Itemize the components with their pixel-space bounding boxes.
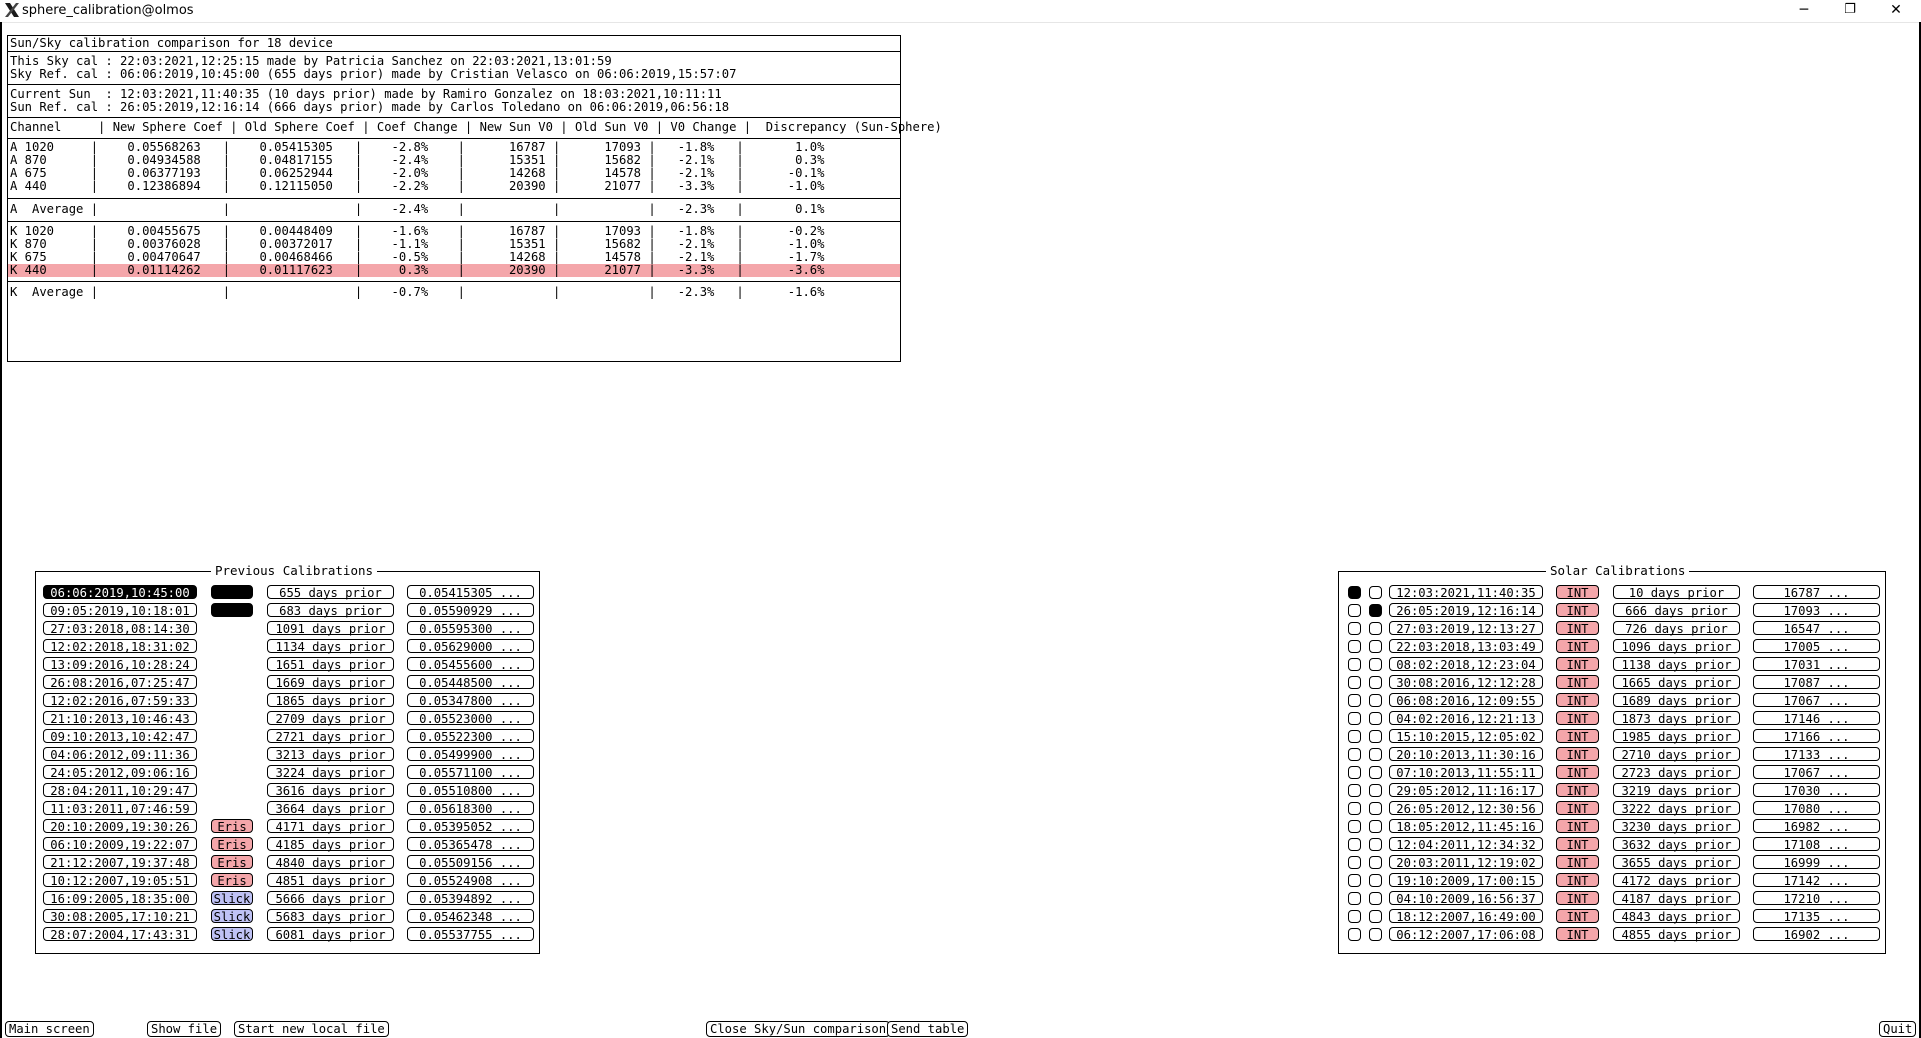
previous-calibration-date-button[interactable]: 24:05:2012,09:06:16: [43, 765, 197, 779]
days-prior-button[interactable]: 4172 days prior: [1613, 873, 1740, 887]
current-sun-radio[interactable]: [1348, 856, 1361, 869]
days-prior-button[interactable]: 4840 days prior: [267, 855, 394, 869]
days-prior-button[interactable]: 3222 days prior: [1613, 801, 1740, 815]
current-sun-radio[interactable]: [1348, 928, 1361, 941]
sphere-coef-button[interactable]: 0.05394892 ...: [407, 891, 534, 905]
reference-sun-radio[interactable]: [1369, 604, 1382, 617]
previous-calibration-date-button[interactable]: 06:10:2009,19:22:07: [43, 837, 197, 851]
table-row: A 440 | 0.12386894 | 0.12115050 | -2.2% | 20390 | 21077 | -3.3% | -1.0%: [10, 179, 825, 193]
previous-calibration-date-button[interactable]: 21:12:2007,19:37:48: [43, 855, 197, 869]
int-tag-badge[interactable]: INT: [1556, 621, 1599, 635]
days-prior-button[interactable]: 3655 days prior: [1613, 855, 1740, 869]
sun-v0-button[interactable]: 16902 ...: [1753, 927, 1880, 941]
table-row: A 675 | 0.06377193 | 0.06252944 | -2.0% | 14268 | 14578 | -2.1% | -0.1%: [10, 166, 825, 180]
k-average-section: [8, 282, 900, 299]
days-prior-button[interactable]: 1096 days prior: [1613, 639, 1740, 653]
sphere-coef-button[interactable]: 0.05499900 ...: [407, 747, 534, 761]
reference-sun-radio[interactable]: [1369, 694, 1382, 707]
table-row: K 1020 | 0.00455675 | 0.00448409 | -1.6% | 16787 | 17093 | -1.8% | -0.2%: [10, 224, 825, 238]
restore-button[interactable]: ❐: [1844, 2, 1856, 17]
days-prior-button[interactable]: 683 days prior: [267, 603, 394, 617]
solar-calibration-date-button[interactable]: 06:12:2007,17:06:08: [1389, 927, 1543, 941]
days-prior-button[interactable]: 4171 days prior: [267, 819, 394, 833]
solar-calibrations-title: Solar Calibrations: [1546, 563, 1689, 578]
solar-calibration-date-button[interactable]: 08:02:2018,12:23:04: [1389, 657, 1543, 671]
highlighted-table-row: K 440 | 0.01114262 | 0.01117623 | 0.3% | 20390 | 21077 | -3.3% | -3.6%: [8, 264, 900, 277]
current-sun-radio[interactable]: [1348, 712, 1361, 725]
current-sun-radio[interactable]: [1348, 802, 1361, 815]
minimize-button[interactable]: ─: [1799, 2, 1809, 18]
window-titlebar: [0, 0, 1921, 23]
solar-calibration-date-button[interactable]: 26:05:2012,12:30:56: [1389, 801, 1543, 815]
previous-calibration-date-button[interactable]: 11:03:2011,07:46:59: [43, 801, 197, 815]
show-file-button[interactable]: Show file: [147, 1021, 221, 1037]
int-tag-badge[interactable]: INT: [1556, 837, 1599, 851]
days-prior-button[interactable]: 726 days prior: [1613, 621, 1740, 635]
reference-sun-radio[interactable]: [1369, 748, 1382, 761]
k-rows-section: [8, 222, 900, 282]
days-prior-button[interactable]: 3632 days prior: [1613, 837, 1740, 851]
current-sun-radio[interactable]: [1348, 820, 1361, 833]
sphere-coef-button[interactable]: 0.05415305 ...: [407, 585, 534, 599]
table-row: A 870 | 0.04934588 | 0.04817155 | -2.4% | 15351 | 15682 | -2.1% | 0.3%: [10, 153, 825, 167]
current-sun-radio[interactable]: [1348, 676, 1361, 689]
int-tag-badge[interactable]: INT: [1556, 873, 1599, 887]
solar-calibration-date-button[interactable]: 06:08:2016,12:09:55: [1389, 693, 1543, 707]
days-prior-button[interactable]: 4855 days prior: [1613, 927, 1740, 941]
reference-sun-radio[interactable]: [1369, 820, 1382, 833]
int-tag-badge[interactable]: INT: [1556, 891, 1599, 905]
previous-calibration-date-button[interactable]: 09:10:2013,10:42:47: [43, 729, 197, 743]
previous-calibration-date-button[interactable]: 28:07:2004,17:43:31: [43, 927, 197, 941]
calibration-tag-badge[interactable]: [211, 585, 253, 599]
days-prior-button[interactable]: 3219 days prior: [1613, 783, 1740, 797]
days-prior-button[interactable]: 4187 days prior: [1613, 891, 1740, 905]
sun-v0-button[interactable]: 17087 ...: [1753, 675, 1880, 689]
days-prior-button[interactable]: 1665 days prior: [1613, 675, 1740, 689]
sun-v0-button[interactable]: 17030 ...: [1753, 783, 1880, 797]
comparison-header-section: [8, 36, 900, 52]
current-sun-radio[interactable]: [1348, 586, 1361, 599]
a-average-row: A Average | | | -2.4% | | | -2.3% | 0.1%: [10, 202, 825, 216]
days-prior-button[interactable]: 2723 days prior: [1613, 765, 1740, 779]
reference-sun-radio[interactable]: [1369, 910, 1382, 923]
calibration-tag-badge[interactable]: Eris: [211, 819, 253, 833]
solar-calibration-date-button[interactable]: 20:10:2013,11:30:16: [1389, 747, 1543, 761]
sun-v0-button[interactable]: 17031 ...: [1753, 657, 1880, 671]
reference-sun-radio[interactable]: [1369, 640, 1382, 653]
int-tag-badge[interactable]: INT: [1556, 783, 1599, 797]
sun-v0-button[interactable]: 16547 ...: [1753, 621, 1880, 635]
solar-calibration-date-button[interactable]: 12:04:2011,12:34:32: [1389, 837, 1543, 851]
current-sun-radio[interactable]: [1348, 730, 1361, 743]
solar-calibration-date-button[interactable]: 20:03:2011,12:19:02: [1389, 855, 1543, 869]
current-sun-radio[interactable]: [1348, 838, 1361, 851]
comparison-panel: [7, 35, 942, 362]
days-prior-button[interactable]: 1134 days prior: [267, 639, 394, 653]
start-new-local-file-button[interactable]: Start new local file: [234, 1021, 389, 1037]
solar-calibration-date-button[interactable]: 26:05:2019,12:16:14: [1389, 603, 1543, 617]
reference-sun-radio[interactable]: [1369, 892, 1382, 905]
sky-cal-line: This Sky cal : 22:03:2021,12:25:15 made by Patricia Sanchez on 22:03:2021,13:01:59: [10, 54, 612, 68]
previous-calibration-date-button[interactable]: 16:09:2005,18:35:00: [43, 891, 197, 905]
days-prior-button[interactable]: 1689 days prior: [1613, 693, 1740, 707]
solar-calibration-date-button[interactable]: 18:12:2007,16:49:00: [1389, 909, 1543, 923]
days-prior-button[interactable]: 3213 days prior: [267, 747, 394, 761]
days-prior-button[interactable]: 666 days prior: [1613, 603, 1740, 617]
previous-calibration-date-button[interactable]: 12:02:2016,07:59:33: [43, 693, 197, 707]
sphere-coef-button[interactable]: 0.05618300 ...: [407, 801, 534, 815]
int-tag-badge[interactable]: INT: [1556, 927, 1599, 941]
sphere-coef-button[interactable]: 0.05595300 ...: [407, 621, 534, 635]
current-sun-radio[interactable]: [1348, 874, 1361, 887]
days-prior-button[interactable]: 3224 days prior: [267, 765, 394, 779]
sun-cal-section: [8, 85, 900, 118]
previous-calibration-date-button[interactable]: 30:08:2005,17:10:21: [43, 909, 197, 923]
int-tag-badge[interactable]: INT: [1556, 711, 1599, 725]
table-row: A 1020 | 0.05568263 | 0.05415305 | -2.8% | 16787 | 17093 | -1.8% | 1.0%: [10, 140, 825, 154]
reference-sun-radio[interactable]: [1369, 766, 1382, 779]
int-tag-badge[interactable]: INT: [1556, 585, 1599, 599]
current-sun-radio[interactable]: [1348, 748, 1361, 761]
current-sun-radio[interactable]: [1348, 766, 1361, 779]
reference-sun-radio[interactable]: [1369, 712, 1382, 725]
sun-v0-button[interactable]: 16787 ...: [1753, 585, 1880, 599]
calibration-tag-badge[interactable]: Eris: [211, 837, 253, 851]
int-tag-badge[interactable]: INT: [1556, 855, 1599, 869]
previous-calibrations-title: Previous Calibrations: [211, 563, 377, 578]
previous-calibration-date-button[interactable]: 06:06:2019,10:45:00: [43, 585, 197, 599]
days-prior-button[interactable]: 2710 days prior: [1613, 747, 1740, 761]
previous-calibration-date-button[interactable]: 26:08:2016,07:25:47: [43, 675, 197, 689]
previous-calibration-date-button[interactable]: 04:06:2012,09:11:36: [43, 747, 197, 761]
calibration-tag-badge[interactable]: Eris: [211, 855, 253, 869]
days-prior-button[interactable]: 2709 days prior: [267, 711, 394, 725]
sphere-coef-button[interactable]: 0.05629000 ...: [407, 639, 534, 653]
sun-v0-button[interactable]: 17067 ...: [1753, 765, 1880, 779]
sun-v0-button[interactable]: 16999 ...: [1753, 855, 1880, 869]
int-tag-badge[interactable]: INT: [1556, 747, 1599, 761]
table-header-section: [8, 118, 942, 139]
calibration-tag-badge[interactable]: Eris: [211, 873, 253, 887]
reference-sun-radio[interactable]: [1369, 856, 1382, 869]
previous-calibration-date-button[interactable]: 10:12:2007,19:05:51: [43, 873, 197, 887]
solar-calibration-date-button[interactable]: 15:10:2015,12:05:02: [1389, 729, 1543, 743]
int-tag-badge[interactable]: INT: [1556, 657, 1599, 671]
solar-calibration-date-button[interactable]: 22:03:2018,13:03:49: [1389, 639, 1543, 653]
current-sun-radio[interactable]: [1348, 784, 1361, 797]
days-prior-button[interactable]: 3616 days prior: [267, 783, 394, 797]
int-tag-badge[interactable]: INT: [1556, 729, 1599, 743]
solar-calibrations-panel: [1338, 563, 1886, 954]
reference-sun-radio[interactable]: [1369, 802, 1382, 815]
send-table-button[interactable]: Send table: [887, 1021, 968, 1037]
int-tag-badge[interactable]: INT: [1556, 675, 1599, 689]
sun-ref-line: Sun Ref. cal : 26:05:2019,12:16:14 (666 days prior) made by Carlos Toledano on 06:06:2019,06:56:18: [10, 100, 730, 114]
sphere-coef-button[interactable]: 0.05510800 ...: [407, 783, 534, 797]
previous-calibration-date-button[interactable]: 13:09:2016,10:28:24: [43, 657, 197, 671]
int-tag-badge[interactable]: INT: [1556, 765, 1599, 779]
solar-calibration-date-button[interactable]: 30:08:2016,12:12:28: [1389, 675, 1543, 689]
sun-v0-button[interactable]: 17142 ...: [1753, 873, 1880, 887]
sky-ref-line: Sky Ref. cal : 06:06:2019,10:45:00 (655 days prior) made by Cristian Velasco on 06:06:2019,15:57:07: [10, 67, 737, 81]
reference-sun-radio[interactable]: [1369, 730, 1382, 743]
sphere-coef-button[interactable]: 0.05462348 ...: [407, 909, 534, 923]
main-screen-button[interactable]: Main screen: [5, 1021, 94, 1037]
a-average-section: [8, 199, 900, 222]
previous-calibration-date-button[interactable]: 27:03:2018,08:14:30: [43, 621, 197, 635]
days-prior-button[interactable]: 4843 days prior: [1613, 909, 1740, 923]
table-row: K 675 | 0.00470647 | 0.00468466 | -0.5% | 14268 | 14578 | -2.1% | -1.7%: [10, 250, 825, 264]
reference-sun-radio[interactable]: [1369, 676, 1382, 689]
reference-sun-radio[interactable]: [1369, 928, 1382, 941]
solar-calibration-date-button[interactable]: 19:10:2009,17:00:15: [1389, 873, 1543, 887]
sky-cal-section: [8, 52, 900, 85]
current-sun-radio[interactable]: [1348, 658, 1361, 671]
days-prior-button[interactable]: 1873 days prior: [1613, 711, 1740, 725]
days-prior-button[interactable]: 1091 days prior: [267, 621, 394, 635]
sphere-coef-button[interactable]: 0.05448500 ...: [407, 675, 534, 689]
sun-v0-button[interactable]: 17093 ...: [1753, 603, 1880, 617]
sun-v0-button[interactable]: 17135 ...: [1753, 909, 1880, 923]
sphere-coef-button[interactable]: 0.05523000 ...: [407, 711, 534, 725]
previous-calibration-date-button[interactable]: 21:10:2013,10:46:43: [43, 711, 197, 725]
sun-v0-button[interactable]: 17146 ...: [1753, 711, 1880, 725]
current-sun-radio[interactable]: [1348, 640, 1361, 653]
days-prior-button[interactable]: 1669 days prior: [267, 675, 394, 689]
calibration-tag-badge[interactable]: Slick: [211, 891, 253, 905]
previous-calibration-date-button[interactable]: 12:02:2018,18:31:02: [43, 639, 197, 653]
days-prior-button[interactable]: 2721 days prior: [267, 729, 394, 743]
days-prior-button[interactable]: 1865 days prior: [267, 693, 394, 707]
k-average-row: K Average | | | -0.7% | | | -2.3% | -1.6%: [10, 285, 825, 299]
close-comparison-button[interactable]: Close Sky/Sun comparison: [706, 1021, 890, 1037]
sphere-coef-button[interactable]: 0.05571100 ...: [407, 765, 534, 779]
quit-button[interactable]: Quit: [1879, 1021, 1916, 1037]
int-tag-badge[interactable]: INT: [1556, 693, 1599, 707]
sun-v0-button[interactable]: 16982 ...: [1753, 819, 1880, 833]
days-prior-button[interactable]: 1985 days prior: [1613, 729, 1740, 743]
days-prior-button[interactable]: 4185 days prior: [267, 837, 394, 851]
days-prior-button[interactable]: 3230 days prior: [1613, 819, 1740, 833]
x-logo-icon: [4, 2, 20, 18]
reference-sun-radio[interactable]: [1369, 622, 1382, 635]
days-prior-button[interactable]: 4851 days prior: [267, 873, 394, 887]
sun-v0-button[interactable]: 17005 ...: [1753, 639, 1880, 653]
reference-sun-radio[interactable]: [1369, 658, 1382, 671]
current-sun-radio[interactable]: [1348, 604, 1361, 617]
days-prior-button[interactable]: 5683 days prior: [267, 909, 394, 923]
solar-calibration-date-button[interactable]: 04:10:2009,16:56:37: [1389, 891, 1543, 905]
days-prior-button[interactable]: 5666 days prior: [267, 891, 394, 905]
int-tag-badge[interactable]: INT: [1556, 639, 1599, 653]
reference-sun-radio[interactable]: [1369, 784, 1382, 797]
sphere-coef-button[interactable]: 0.05509156 ...: [407, 855, 534, 869]
days-prior-button[interactable]: 10 days prior: [1613, 585, 1740, 599]
previous-calibrations-panel: [35, 563, 540, 954]
sun-v0-button[interactable]: 17210 ...: [1753, 891, 1880, 905]
solar-calibration-date-button[interactable]: 18:05:2012,11:45:16: [1389, 819, 1543, 833]
days-prior-button[interactable]: 1138 days prior: [1613, 657, 1740, 671]
current-sun-radio[interactable]: [1348, 694, 1361, 707]
table-row: K 870 | 0.00376028 | 0.00372017 | -1.1% | 15351 | 15682 | -2.1% | -1.0%: [10, 237, 825, 251]
previous-calibration-date-button[interactable]: 28:04:2011,10:29:47: [43, 783, 197, 797]
a-rows-section: [8, 139, 900, 199]
previous-calibration-date-button[interactable]: 09:05:2019,10:18:01: [43, 603, 197, 617]
sphere-coef-button[interactable]: 0.05537755 ...: [407, 927, 534, 941]
sphere-coef-button[interactable]: 0.05524908 ...: [407, 873, 534, 887]
sun-v0-button[interactable]: 17108 ...: [1753, 837, 1880, 851]
sphere-coef-button[interactable]: 0.05590929 ...: [407, 603, 534, 617]
solar-calibration-date-button[interactable]: 07:10:2013,11:55:11: [1389, 765, 1543, 779]
days-prior-button[interactable]: 1651 days prior: [267, 657, 394, 671]
sun-v0-button[interactable]: 17166 ...: [1753, 729, 1880, 743]
int-tag-badge[interactable]: INT: [1556, 819, 1599, 833]
solar-calibration-date-button[interactable]: 12:03:2021,11:40:35: [1389, 585, 1543, 599]
current-sun-radio[interactable]: [1348, 910, 1361, 923]
window-title: sphere_calibration@olmos: [22, 3, 194, 18]
days-prior-button[interactable]: 655 days prior: [267, 585, 394, 599]
solar-calibration-date-button[interactable]: 29:05:2012,11:16:17: [1389, 783, 1543, 797]
reference-sun-radio[interactable]: [1369, 586, 1382, 599]
sphere-coef-button[interactable]: 0.05522300 ...: [407, 729, 534, 743]
sun-v0-button[interactable]: 17067 ...: [1753, 693, 1880, 707]
previous-calibration-date-button[interactable]: 20:10:2009,19:30:26: [43, 819, 197, 833]
sphere-coef-button[interactable]: 0.05365478 ...: [407, 837, 534, 851]
sun-v0-button[interactable]: 17080 ...: [1753, 801, 1880, 815]
reference-sun-radio[interactable]: [1369, 838, 1382, 851]
table-header: Channel | New Sphere Coef | Old Sphere Coef | Coef Change | New Sun V0 | Old Sun V0 | V0 Change | Discrepancy (Sun-Sphere): [10, 120, 942, 134]
calibration-tag-badge[interactable]: [211, 603, 253, 617]
int-tag-badge[interactable]: INT: [1556, 603, 1599, 617]
window-frame-left: [0, 22, 2, 1038]
calibration-tag-badge[interactable]: Slick: [211, 927, 253, 941]
days-prior-button[interactable]: 6081 days prior: [267, 927, 394, 941]
solar-calibration-date-button[interactable]: 04:02:2016,12:21:13: [1389, 711, 1543, 725]
int-tag-badge[interactable]: INT: [1556, 909, 1599, 923]
reference-sun-radio[interactable]: [1369, 874, 1382, 887]
current-sun-radio[interactable]: [1348, 622, 1361, 635]
comparison-header: Sun/Sky calibration comparison for 18 device: [10, 36, 333, 50]
int-tag-badge[interactable]: INT: [1556, 801, 1599, 815]
sun-v0-button[interactable]: 17133 ...: [1753, 747, 1880, 761]
solar-calibration-date-button[interactable]: 27:03:2019,12:13:27: [1389, 621, 1543, 635]
sphere-coef-button[interactable]: 0.05395052 ...: [407, 819, 534, 833]
close-window-button[interactable]: ✕: [1890, 2, 1902, 18]
current-sun-radio[interactable]: [1348, 892, 1361, 905]
current-sun-line: Current Sun : 12:03:2021,11:40:35 (10 days prior) made by Ramiro Gonzalez on 18:03:2021,10:11:11: [10, 87, 722, 101]
calibration-tag-badge[interactable]: Slick: [211, 909, 253, 923]
sphere-coef-button[interactable]: 0.05347800 ...: [407, 693, 534, 707]
days-prior-button[interactable]: 3664 days prior: [267, 801, 394, 815]
sphere-coef-button[interactable]: 0.05455600 ...: [407, 657, 534, 671]
